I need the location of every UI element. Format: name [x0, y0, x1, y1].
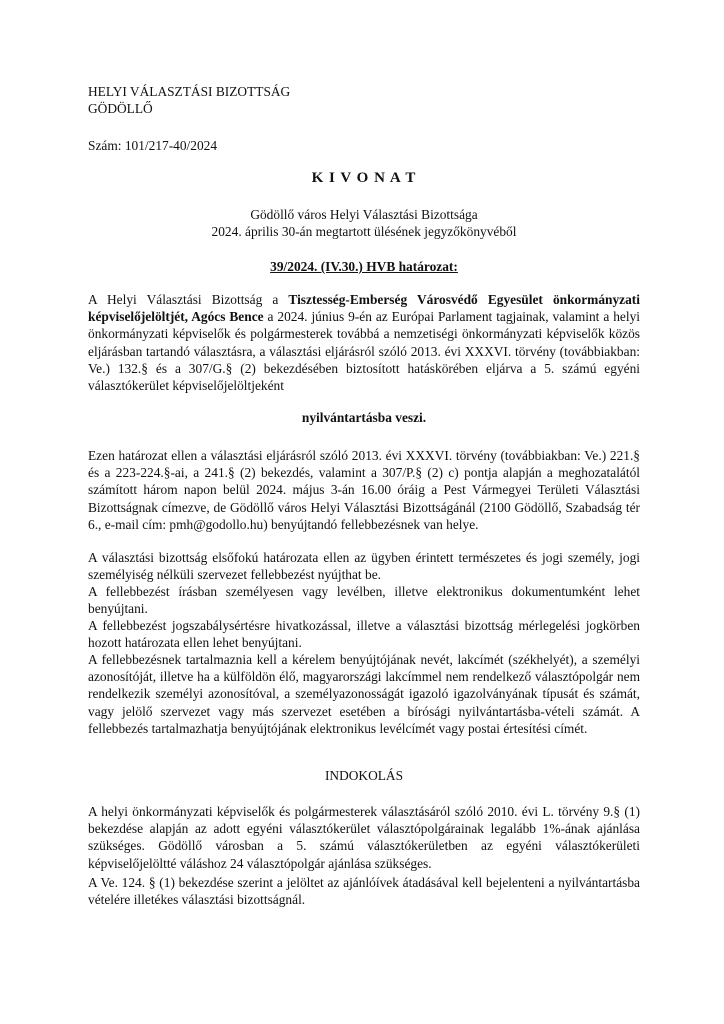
resolution-id: 39/2024. (IV.30.) HVB határozat:: [270, 259, 458, 274]
appeal-paragraph-2: A választási bizottság elsőfokú határozata ellen az ügyben érintett természetes és jogi személy, jogi személyiség nélküli szervezet fellebbezést nyújthat be.: [88, 550, 640, 583]
subtitle: [88, 206, 640, 240]
letterhead: [88, 83, 640, 117]
org-name: HELYI VÁLASZTÁSI BIZOTTSÁG: [88, 84, 291, 99]
appeal-paragraph-3: A fellebbezést írásban személyesen vagy levélben, illetve elektronikus dokumentumként lehet benyújtani.: [88, 584, 640, 617]
reasoning-heading: INDOKOLÁS: [324, 768, 404, 783]
reasoning-paragraph-1: A helyi önkormányzati képviselők és polgármesterek választásáról szóló 2010. évi L. törvény 9.§ (1) bekezdése alapján az adott egyéni választókerület választópolgárainak legalább 1%-ának ajánlása szükséges. Gödöllő városban a 5. számú választókerületben az egyéni választókerületi képviselőjelöltté váláshoz 24 választópolgár ajánlása szükséges.: [88, 804, 640, 871]
reference-number: Szám: 101/217-40/2024: [88, 138, 218, 153]
candidate-name: Tisztesség-Emberség Városvédő Egyesület önkormányzati képviselőjelöltjét, Agócs Bence: [88, 292, 640, 325]
reasoning-paragraph-2: A Ve. 124. § (1) bekezdése szerint a jelöltet az ajánlóívek átadásával kell bejelenteni a nyilvántartásba vételére illetékes választási bizottságnál.: [88, 875, 640, 908]
appeal-paragraph-4: A fellebbezést jogszabálysértésre hivatkozással, illetve a választási bizottság mérlegelési jogkörben hozott határozata ellen lehet benyújtani.: [88, 618, 640, 651]
decision-paragraph: [88, 291, 640, 394]
decision-text-a: A Helyi Választási Bizottság a: [88, 292, 289, 307]
subtitle-line-1: Gödöllő város Helyi Választási Bizottsága: [250, 207, 478, 222]
verdict: nyilvántartásba veszi.: [301, 410, 427, 425]
decision-text-b: a 2024. június 9-én az Európai Parlament tagjainak, valamint a helyi önkormányzati képviselők és polgármesterek továbbá a nemzetiségi önkormányzati képviselők közös eljárásban tartandó választásra, a választási eljárásról szóló 2013. évi XXXVI. törvény (továbbiakban: Ve.) 132.§ és a 307/G.§ (2) bekezdésében biztosított hatáskörében eljárva a 5. számú egyéni választókerület képviselőjelöltjeként: [88, 309, 640, 394]
appeal-paragraph-1: Ezen határozat ellen a választási eljárásról szóló 2013. évi XXXVI. törvény (továbbiakban: Ve.) 221.§ és a 223-224.§-ai, a 241.§ (2) bekezdés, valamint a 307/P.§ (2) c) pontja alapján a meghozatalától számított három napon belül 2024. május 3-án 16.00 óráig a Pest Vármegyei Területi Választási Bizottságnak címezve, de Gödöllő város Helyi Választási Bizottságánál (2100 Gödöllő, Szabadság tér 6., e-mail cím: pmh@godollo.hu) benyújtandó fellebbezésnek van helye.: [88, 448, 640, 532]
document-title: K I V O N A T: [311, 170, 417, 186]
subtitle-line-2: 2024. április 30-án megtartott ülésének jegyzőkönyvéből: [211, 224, 517, 240]
appeal-paragraph-5: A fellebbezésnek tartalmaznia kell a kérelem benyújtójának nevét, lakcímét (székhelyét), a személyi azonosítóját, illetve ha a külföldön élő, magyarországi lakcímmel nem rendelkező választópolgár nem rendelkezik személyi azonosítóval, a személyazonosságát igazoló igazolványának típusát és számát, vagy jelölő szervezet vagy más szervezet esetében a bírósági nyilvántartásba-vételi számát. A fellebbezés tartalmazhatja benyújtójának elektronikus levélcímét vagy postai értesítési címét.: [88, 652, 640, 736]
org-city: GÖDÖLLŐ: [88, 101, 153, 117]
